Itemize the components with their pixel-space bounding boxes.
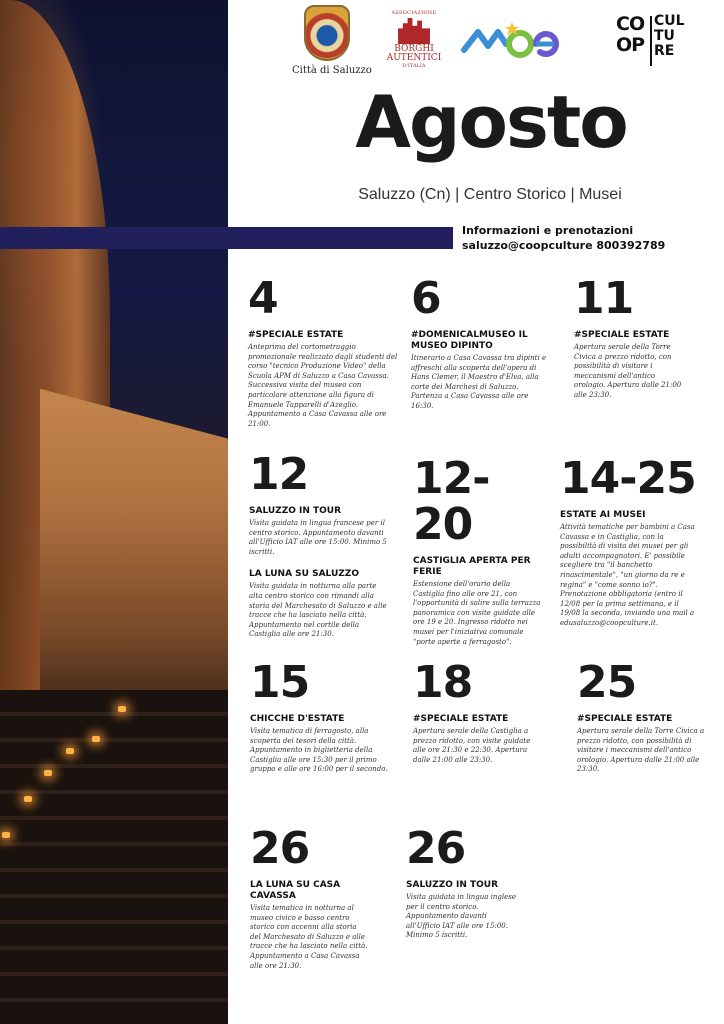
saluzzo-logo-caption: Città di Saluzzo — [292, 65, 372, 76]
event-card — [406, 823, 522, 941]
saluzzo-logo — [292, 5, 372, 76]
borghi-logo-top: ASSOCIAZIONE — [391, 10, 437, 16]
castle-icon — [398, 18, 430, 44]
event-title: CASTIGLIA APERTA PER FERIE — [413, 556, 531, 577]
event-card — [250, 657, 390, 775]
moe-logo — [460, 20, 560, 62]
coop-logo-right: CUL TU RE — [654, 13, 685, 59]
event-description: Visita guidata in lingua francese per il centro storico. Appuntamento davanti all'Ufficio IAT alle ore 15:00. Minimo 5 iscritti. — [249, 519, 387, 556]
borghi-logo-name-1: BORGHI — [394, 44, 434, 54]
coop-logo-divider — [650, 16, 652, 66]
event-title: #SPECIALE ESTATE — [413, 714, 509, 724]
event-title: #SPECIALE ESTATE — [577, 714, 673, 724]
borghi-logo-name-2: AUTENTICI — [386, 53, 442, 63]
event-date: 12-20 — [413, 453, 490, 550]
coat-of-arms-icon — [304, 5, 350, 61]
event-title: SALUZZO IN TOUR — [249, 506, 342, 516]
step-lamp — [66, 748, 74, 754]
event-date: 18 — [413, 657, 473, 708]
event-title: #SPECIALE ESTATE — [574, 330, 670, 340]
page-title: Agosto — [355, 80, 627, 164]
step-lamp — [92, 736, 100, 742]
event-description: Apertura serale della Torre Civica a prezzo ridotto, con possibilità di visitare i meccanismi dell'antico orologio. Apertura dalle 21:00 alle 23:30. — [574, 343, 682, 399]
step-lamp — [2, 832, 10, 838]
event-date: 25 — [577, 657, 637, 708]
coop-logo-left: CO OP — [616, 13, 645, 56]
event-card — [249, 449, 389, 640]
event-description: Visita tematica in notturna al museo civico e basso centro storico con accenni alla storia del Marchesato di Saluzzo e alle tracce che ha lasciato nella città. Appuntamento a Casa Cavassa alle ore 21:30. — [250, 904, 368, 970]
event-card — [577, 657, 707, 775]
accent-band — [0, 227, 453, 249]
event-description: Apertura serale della Castiglia a prezzo ridotto, con visite guidate alle ore 21:30 e 22:30. Apertura dalle 21:00 alle 23:30. — [413, 727, 531, 764]
coopculture-logo — [616, 14, 686, 70]
logo-bar — [240, 0, 724, 90]
event-date: 12 — [249, 449, 309, 500]
event-description: Visita tematica di ferragosto, alla scoperta dei tesori della città. Appuntamento in biglietteria della Castiglia alle ore 15:30 per il primo gruppo e alle ore 16:00 per il secondo. — [250, 727, 388, 774]
contact-info-label: Informazioni e prenotazioni — [462, 224, 634, 237]
event-description: Attività tematiche per bambini a Casa Cavassa e in Castiglia, con la possibilità di visita dei musei per gli adulti accompagnatori. E' possibile scegliere tra "il banchetto rinascimentale", "un giorno da re e regina" e "come sonno io?". Prenotazione obbligatoria (entro il 12/08 per la prima settimana, e il 19/08 la seconda, inviando una mail a edusaluzzo@coopculture.it. — [560, 523, 695, 627]
event-card — [574, 273, 686, 401]
contact-info — [462, 223, 724, 253]
event-date: 11 — [574, 273, 634, 324]
event-title: #SPECIALE ESTATE — [248, 330, 344, 340]
event-date: 15 — [250, 657, 310, 708]
staircase-photo — [0, 0, 228, 1024]
step-lamp — [44, 770, 52, 776]
stairs — [0, 690, 228, 1024]
event-title: LA LUNA SU CASA CAVASSA — [250, 880, 341, 901]
event-title: CHICCHE D'ESTATE — [250, 714, 345, 724]
event-card — [413, 453, 543, 647]
step-lamp — [118, 706, 126, 712]
event-date: 14-25 — [560, 453, 696, 504]
borghi-autentici-logo — [384, 10, 444, 69]
castle-facade — [40, 360, 228, 720]
event-card — [411, 273, 551, 412]
event-card — [560, 453, 696, 629]
event-description: Visita guidata in lingua inglese per il centro storico. Appuntamento davanti all'Ufficio IAT alle ore 15:00. Minimo 5 iscritti. — [406, 893, 516, 940]
event-description: Apertura serale della Torre Civica a prezzo ridotto, con possibilità di visitare i meccanismi dell'antico orologio. Apertura dalle 21:00 alle 23:30. — [577, 727, 705, 774]
page-subtitle: Saluzzo (Cn) | Centro Storico | Musei — [358, 186, 622, 203]
event-description: Estensione dell'orario della Castiglia fino alle ore 21, con l'opportunità di salire sulla terrazza panoramica con visite guidate alle ore 19 e 20. Ingresso ridotto nei musei per l'iniziativa comunale "porte aperte a ferragosto". — [413, 580, 541, 646]
contact-email-phone[interactable]: saluzzo@coopculture 800392789 — [462, 239, 666, 252]
event-card — [248, 273, 398, 429]
event-description: Visita guidata in notturna alla parte alta centro storico con rimandi alla storia del Marchesato di Saluzzo e alle tracce che ha lasciato nella città. Appuntamento nel cortile della Castiglia alle ore 21:30. — [249, 582, 387, 639]
event-date: 6 — [411, 273, 441, 324]
event-card — [413, 657, 539, 765]
event-title: #DOMENICALMUSEO IL MUSEO DIPINTO — [411, 330, 528, 351]
event-date: 4 — [248, 273, 278, 324]
step-lamp — [24, 796, 32, 802]
event-title: LA LUNA SU SALUZZO — [249, 569, 359, 580]
event-date: 26 — [406, 823, 466, 874]
event-description: Itinerario a Casa Cavassa tra dipinti e affreschi alla scoperta dell'opera di Hans Clemer, il Maestro d'Elva, alla corte dei Marchesi di Saluzzo. Partenza a Casa Cavassa alle ore 16:30. — [411, 354, 547, 410]
event-title: ESTATE AI MUSEI — [560, 510, 646, 520]
event-title: SALUZZO IN TOUR — [406, 880, 499, 890]
event-description: Anteprima del cortometraggio promozionale realizzato dagli studenti del corso "tecnico Produzione Video" della Scuola APM di Saluzzo a Casa Cavassa. Successiva visita del museo con particolare attenzione alla figura di Emanuele Tapparelli d'Azeglio. Appuntamento a Casa Cavassa alle ore 21:00. — [248, 343, 398, 428]
event-card — [250, 823, 368, 971]
borghi-logo-bottom: D'ITALIA — [402, 63, 426, 69]
event-date: 26 — [250, 823, 310, 874]
